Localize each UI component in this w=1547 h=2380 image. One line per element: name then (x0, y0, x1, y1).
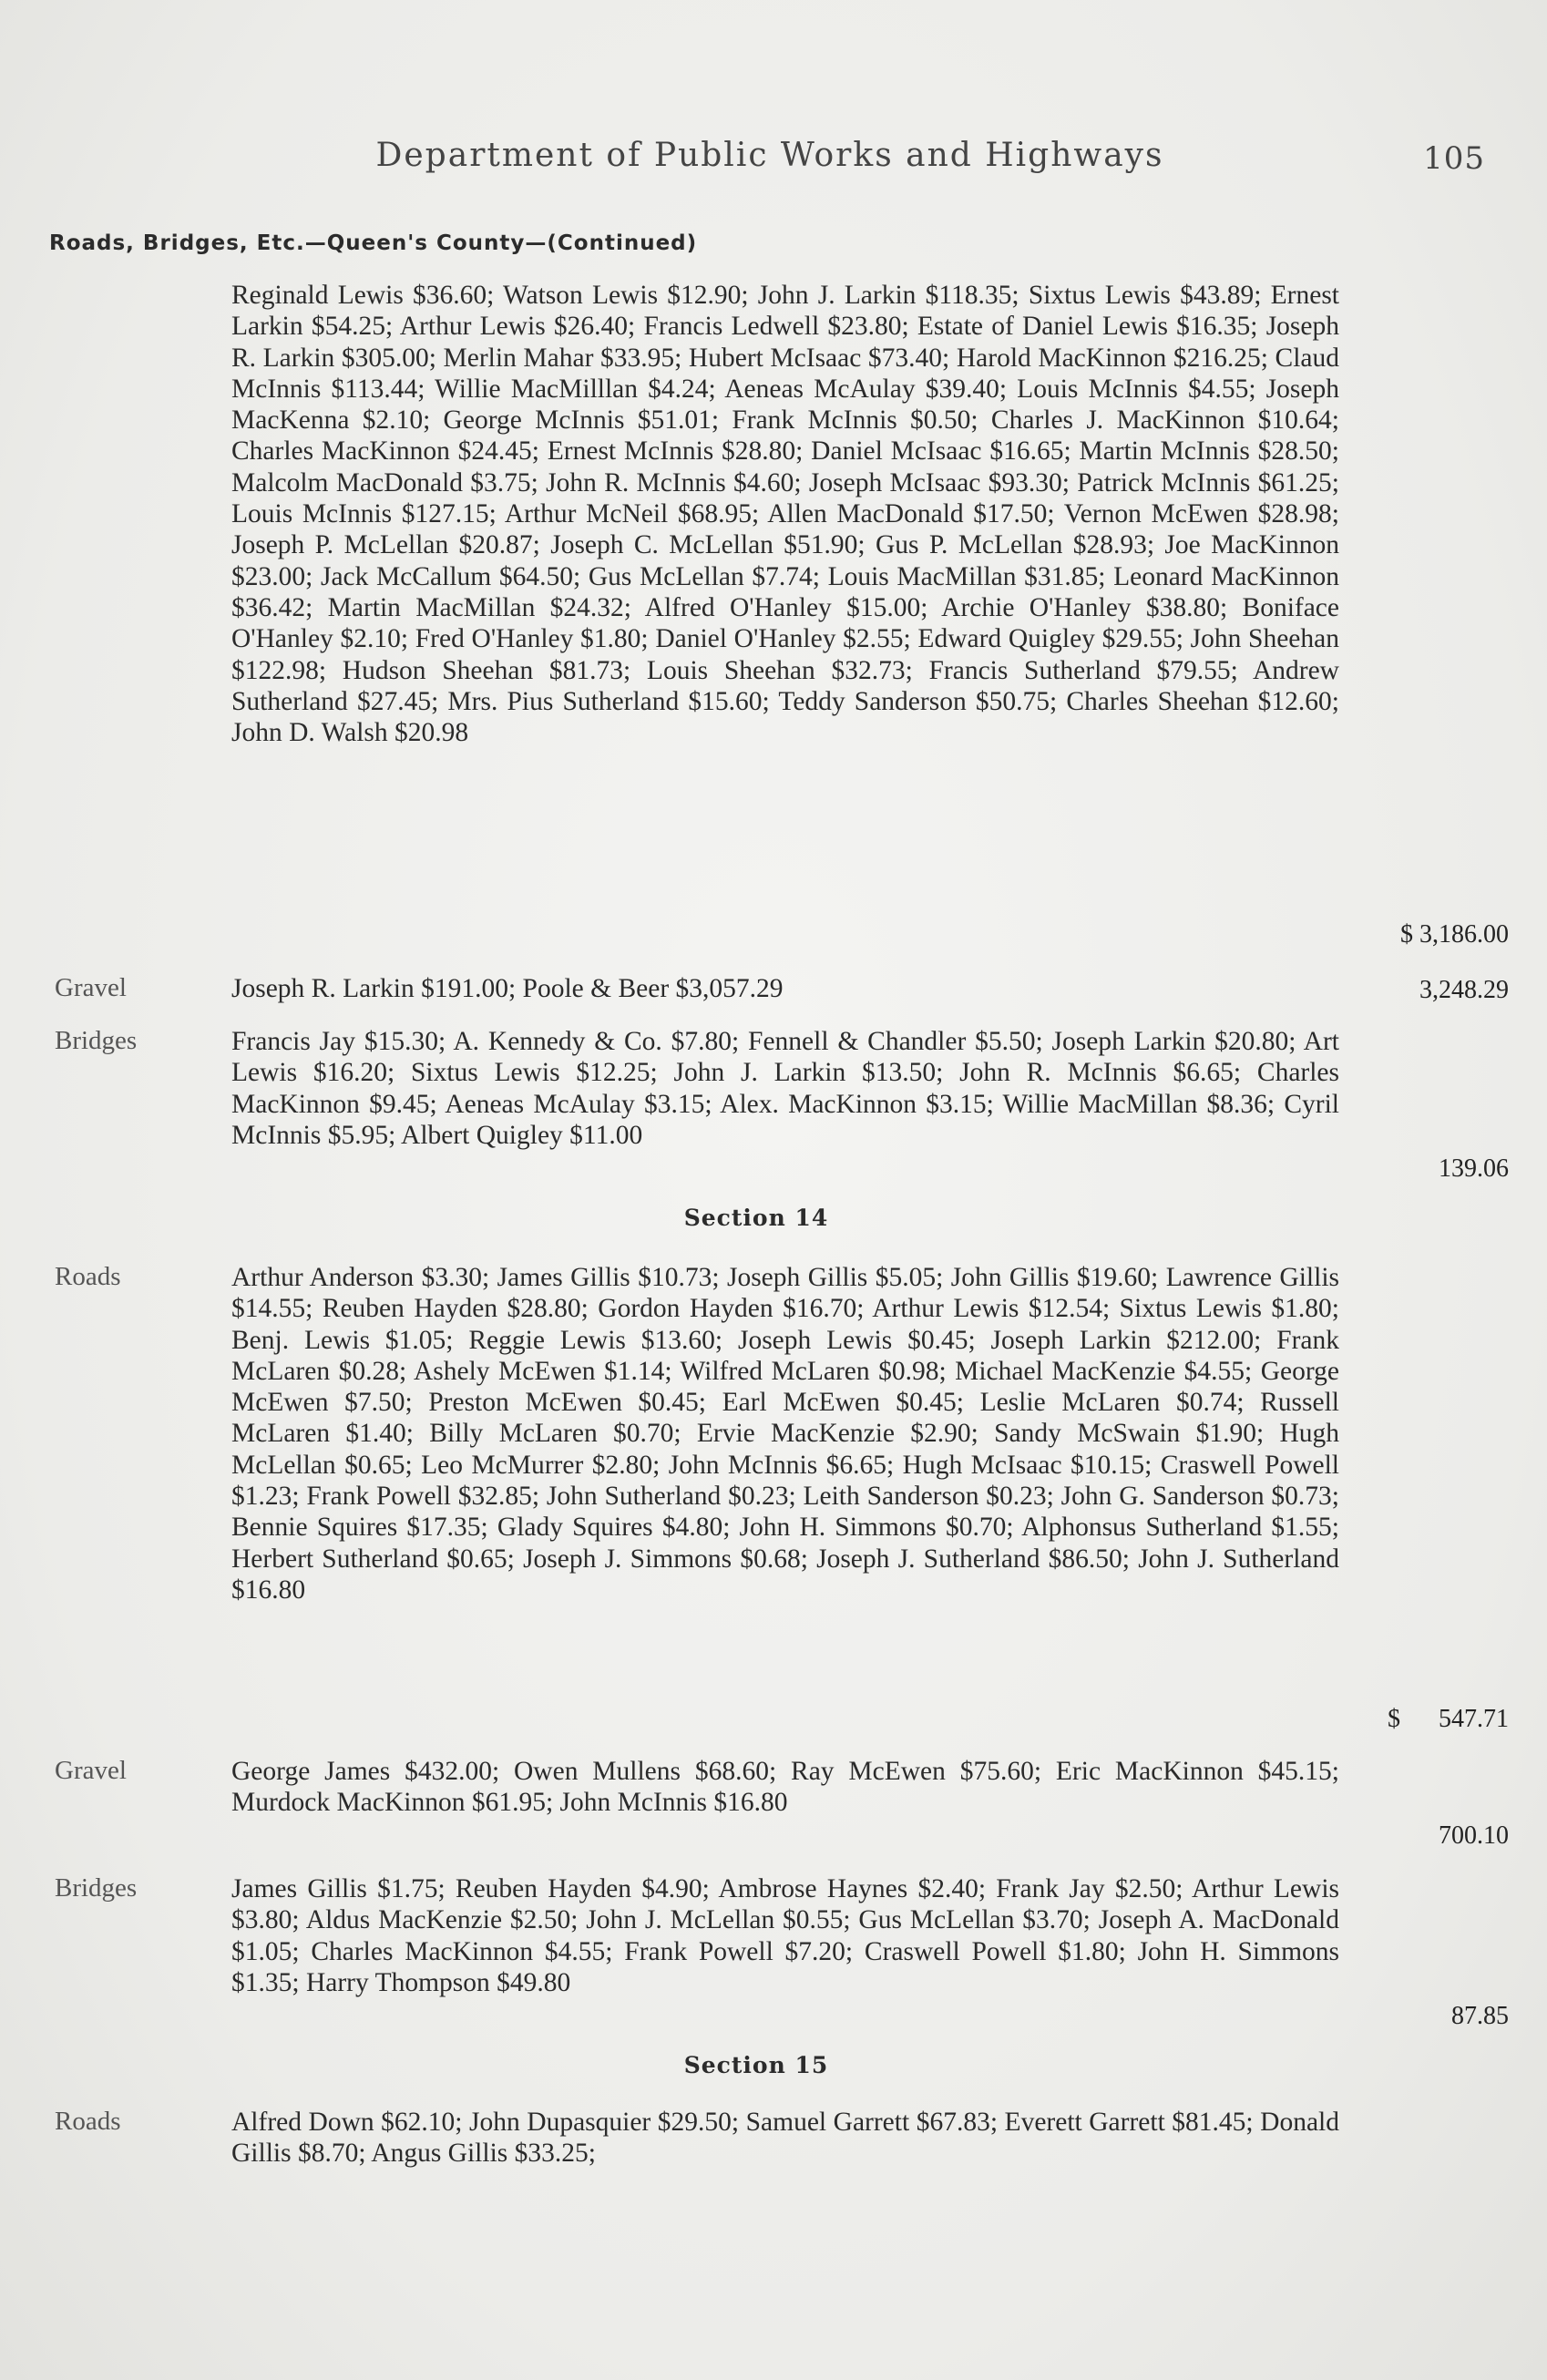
entry-label: Roads (55, 1262, 121, 1291)
ledger-entry (55, 973, 1509, 1010)
subheading: Roads, Bridges, Etc.—Queen's County—(Continued) (49, 231, 698, 255)
entry-amount: 3,248.29 (1419, 976, 1509, 1004)
entry-text: George James $432.00; Owen Mullens $68.60; Ray McEwen $75.60; Eric MacKinnon $45.15; Murdock MacKinnon $61.95; John McInnis $16.80 (231, 1757, 1339, 1818)
ledger-entry (55, 1873, 1509, 2037)
ledger-entry (55, 1756, 1509, 1856)
entry-text: Joseph R. Larkin $191.00; Poole & Beer $3,057.29 (231, 974, 784, 1003)
entry-amount: 87.85 (1451, 2002, 1509, 2030)
entry-text: Reginald Lewis $36.60; Watson Lewis $12.90; John J. Larkin $118.35; Sixtus Lewis $43.89; Ernest Larkin $54.25; Arthur Lewis $26.40; Francis Ledwell $23.80; Estate of Daniel Lewis $16.35; Joseph R. Larkin $305.00; Merlin Mahar $33.95; Hubert McIsaac $73.40; Harold MacKinnon $216.25; Claud McInnis $113.44; Willie MacMilllan $4.24; Aeneas McAulay $39.40; Louis McInnis $4.55; Joseph MacKenna $2.10; George McInnis $51.01; Frank McInnis $0.50; Charles J. MacKinnon $10.64; Charles MacKinnon $24.45; Ernest McInnis $28.80; Daniel McIsaac $16.65; Martin McInnis $28.50; Malcolm MacDonald $3.75; John R. McInnis $4.60; Joseph McIsaac $93.30; Patrick McInnis $61.25; Louis McInnis $127.15; Arthur McNeil $68.95; Allen MacDonald $17.50; Vernon McEwen $28.98; Joseph P. McLellan $20.87; Joseph C. McLellan $51.90; Gus P. McLellan $28.93; Joe MacKinnon $23.00; Jack McCallum $64.50; Gus McLellan $7.74; Louis MacMillan $31.85; Leonard MacKinnon $36.42; Martin MacMillan $24.32; Alfred O'Hanley $15.00; Archie O'Hanley $38.80; Boniface O'Hanley $2.10; Fred O'Hanley $1.80; Daniel O'Hanley $2.55; Edward Quigley $29.55; John Sheehan $122.98; Hudson Sheehan $81.73; Louis Sheehan $32.73; Francis Sutherland $79.55; Andrew Sutherland $27.45; Mrs. Pius Sutherland $15.60; Teddy Sanderson $50.75; Charles Sheehan $12.60; John D. Walsh $20.98 (231, 281, 1339, 748)
entry-amount: $ 3,186.00 (1400, 920, 1509, 949)
entry-text: Arthur Anderson $3.30; James Gillis $10.73; Joseph Gillis $5.05; John Gillis $19.60; Lawrence Gillis $14.55; Reuben Hayden $28.80; Gordon Hayden $16.70; Arthur Lewis $12.54; Sixtus Lewis $1.80; Benj. Lewis $1.05; Reggie Lewis $13.60; Joseph Lewis $0.45; Joseph Larkin $212.00; Frank McLaren $0.28; Ashely McEwen $1.14; Wilfred McLaren $0.98; Michael MacKenzie $4.55; George McEwen $7.50; Preston McEwen $0.45; Earl McEwen $0.45; Leslie McLaren $0.74; Russell McLaren $1.40; Billy McLaren $0.70; Ervie MacKenzie $2.90; Sandy McSwain $1.90; Hugh McLellan $0.65; Leo McMurrer $2.80; John McInnis $6.65; Hugh McIsaac $10.15; Craswell Powell $1.23; Frank Powell $32.85; John Sutherland $0.23; Leith Sanderson $0.23; John G. Sanderson $0.73; Bennie Squires $17.35; Glady Squires $4.80; John H. Simmons $0.70; Alphonsus Sutherland $1.55; Herbert Sutherland $0.65; Joseph J. Simmons $0.68; Joseph J. Sutherland $86.50; John J. Sutherland $16.80 (231, 1263, 1339, 1605)
entry-text: Alfred Down $62.10; John Dupasquier $29.50; Samuel Garrett $67.83; Everett Garrett $81.45; Donald Gillis $8.70; Angus Gillis $33.25; (231, 2108, 1339, 2169)
ledger-entry (55, 280, 1509, 954)
ledger-entry (55, 1262, 1509, 1736)
entry-label: Roads (55, 2107, 121, 2136)
entry-amount: $ 547.71 (1388, 1705, 1509, 1733)
entry-label: Gravel (55, 973, 127, 1002)
ledger-entry (55, 2107, 1458, 2180)
section-heading: Section 15 (683, 2052, 829, 2078)
entry-label: Bridges (55, 1873, 138, 1903)
entry-label: Gravel (55, 1756, 127, 1785)
entry-label: Bridges (55, 1026, 138, 1055)
ledger-entry (55, 1026, 1509, 1190)
page-number: 105 (1423, 140, 1485, 177)
entry-text: James Gillis $1.75; Reuben Hayden $4.90; Ambrose Haynes $2.40; Frank Jay $2.50; Arthur Lewis $3.80; Aldus MacKenzie $2.50; John J. McLellan $0.55; Gus McLellan $3.70; Joseph A. MacDonald $1.05; Charles MacKinnon $4.55; Frank Powell $7.20; Craswell Powell $1.80; John H. Simmons $1.35; Harry Thompson $49.80 (231, 1874, 1339, 1997)
entry-text: Francis Jay $15.30; A. Kennedy & Co. $7.80; Fennell & Chandler $5.50; Joseph Larkin $20.80; Art Lewis $16.20; Sixtus Lewis $12.25; John J. Larkin $13.50; John R. McInnis $6.65; Charles MacKinnon $9.45; Aeneas McAulay $3.15; Alex. MacKinnon $3.15; Willie MacMillan $8.36; Cyril McInnis $5.95; Albert Quigley $11.00 (231, 1027, 1339, 1150)
entry-amount: 700.10 (1439, 1821, 1509, 1850)
entry-amount: 139.06 (1439, 1154, 1509, 1183)
running-head: Department of Public Works and Highways (375, 137, 1164, 174)
section-heading: Section 14 (683, 1205, 829, 1231)
